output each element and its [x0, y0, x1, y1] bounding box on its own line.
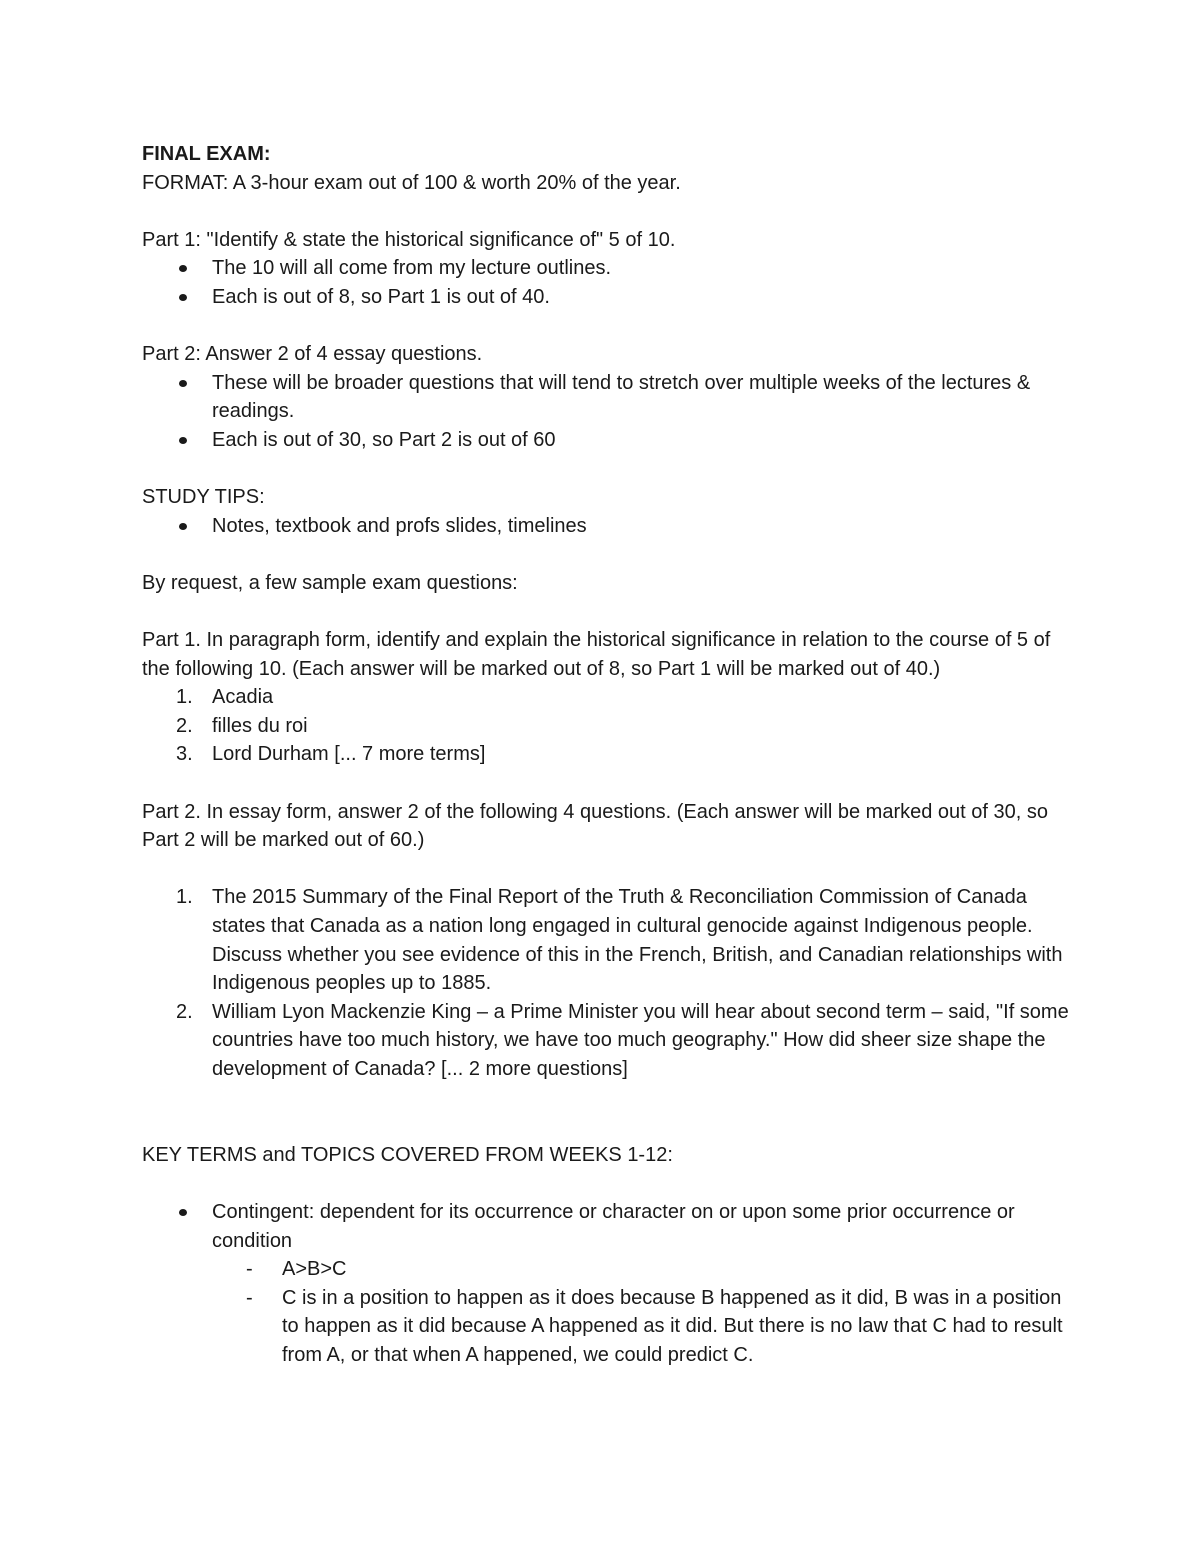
part1-heading: Part 1: "Identify & state the historical significance of" 5 of 10.: [142, 228, 676, 251]
list-item: 1. The 2015 Summary of the Final Report of the Truth & Reconciliation Commission of Canada states that Canada as a nation long engaged in cultural genocide against Indigenous people. Discuss whether you see evidence of this in the French, British, and Canadian relationships with Indigenous peoples up to 1885.: [176, 886, 1063, 995]
list-item: Notes, textbook and profs slides, timelines: [142, 512, 1082, 541]
sample-part2-text: Part 2. In essay form, answer 2 of the following 4 questions. (Each answer will be marked out of 30, so Part 2 will be marked out of 60.): [142, 800, 1049, 852]
exam-title: FINAL EXAM:: [142, 143, 271, 165]
part2-heading: Part 2: Answer 2 of 4 essay questions.: [142, 343, 483, 366]
part1-bullet-list: [142, 254, 1082, 311]
sample-part2-list: [142, 883, 1082, 1083]
key-terms-heading: KEY TERMS and TOPICS COVERED FROM WEEKS 1-12:: [142, 1143, 673, 1166]
study-tips-list: [142, 512, 1082, 541]
bullet-icon: [179, 265, 187, 272]
list-item: 2. William Lyon Mackenzie King – a Prime Minister you will hear about second term – said, "If some countries have too much history, we have too much geography." How did sheer size shape the development of Canada? [... 2 more questions]: [176, 1000, 1069, 1080]
list-item: Contingent: dependent for its occurrence or character on or upon some prior occurrence or condition: [142, 1198, 1082, 1255]
document-page: [142, 140, 1082, 1370]
bullet-icon: [179, 294, 187, 301]
sub-list-item: - C is in a position to happen as it does because B happened as it did, B was in a position to happen as it did because A happened as it did. But there is no law that C had to result from A, or that when A happened, we could predict C.: [142, 1284, 1082, 1370]
study-tips-heading: STUDY TIPS:: [142, 486, 265, 509]
list-item: 3. Lord Durham [... 7 more terms]: [176, 743, 486, 766]
sample-part1-list: [142, 683, 1082, 769]
bullet-icon: [179, 523, 187, 530]
bullet-icon: [179, 1209, 187, 1216]
list-item: Each is out of 30, so Part 2 is out of 60: [142, 426, 1082, 455]
dash-marker: -: [246, 1258, 253, 1281]
key-terms-sublist: [142, 1255, 1082, 1369]
bullet-icon: [179, 437, 187, 444]
sub-list-item: - A>B>C: [142, 1255, 1082, 1284]
part2-bullet-list: [142, 369, 1082, 455]
sample-intro: By request, a few sample exam questions:: [142, 571, 518, 594]
list-item: The 10 will all come from my lecture outlines.: [142, 254, 1082, 283]
sample-part1-text: Part 1. In paragraph form, identify and explain the historical significance in relation to the course of 5 of the following 10. (Each answer will be marked out of 8, so Part 1 will be marked out of 40.): [142, 629, 1051, 680]
list-item: Each is out of 8, so Part 1 is out of 40.: [142, 283, 1082, 312]
list-item: These will be broader questions that will tend to stretch over multiple weeks of the lectures & readings.: [142, 369, 1082, 426]
key-terms-list: [142, 1198, 1082, 1255]
bullet-icon: [179, 380, 187, 387]
exam-format: FORMAT: A 3-hour exam out of 100 & worth 20% of the year.: [142, 171, 681, 194]
dash-marker: -: [246, 1286, 253, 1309]
list-item: 1. Acadia: [176, 686, 274, 709]
list-item: 2. filles du roi: [176, 714, 308, 737]
